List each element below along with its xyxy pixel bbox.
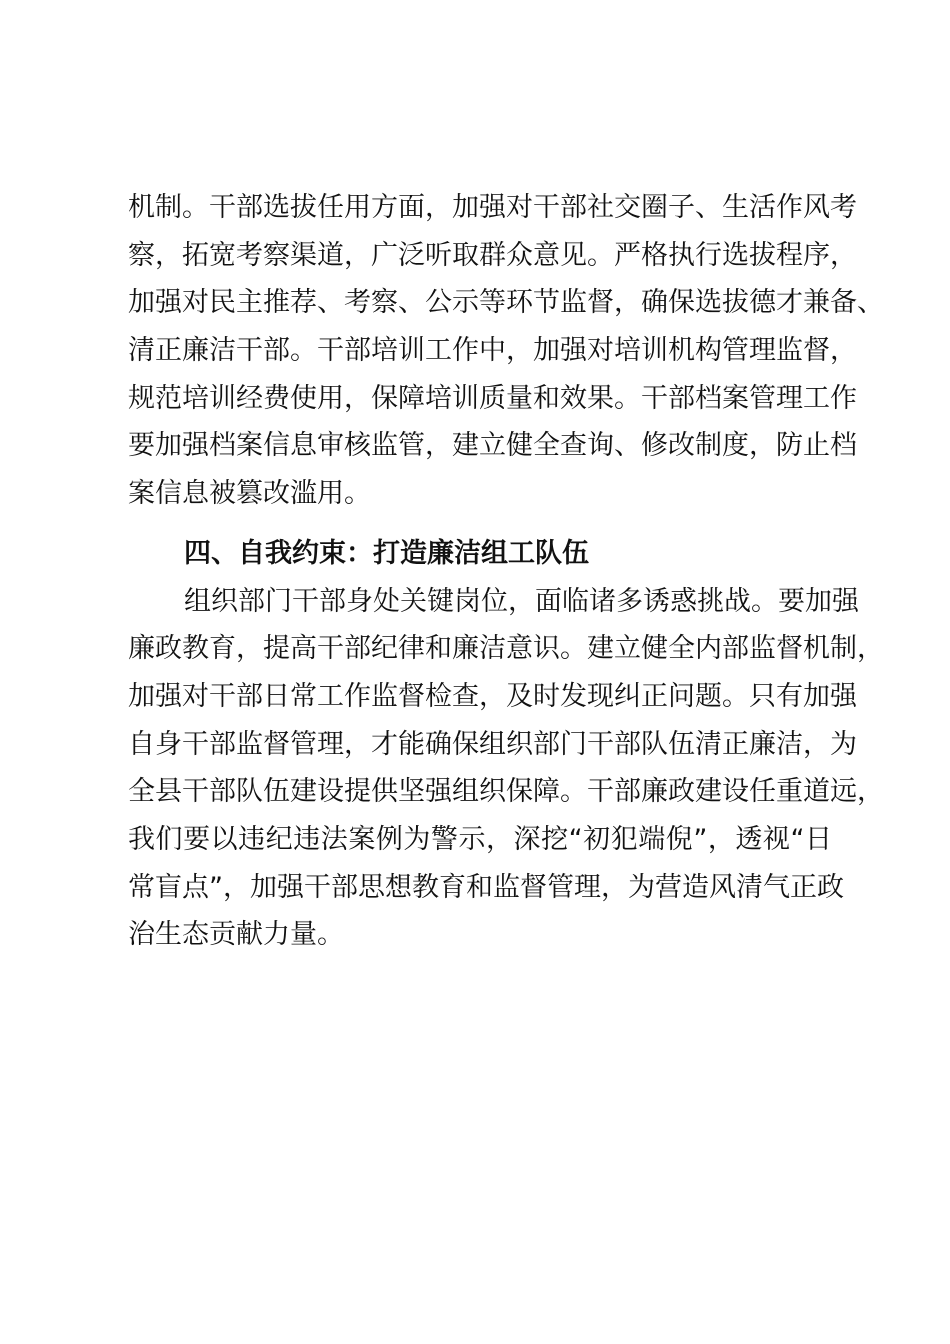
text-line: 察，拓宽考察渠道，广泛听取群众意见。严格执行选拔程序，	[128, 239, 857, 271]
paragraph-self-discipline	[128, 578, 884, 960]
text-line: 加强对干部日常工作监督检查，及时发现纠正问题。只有加强	[128, 680, 857, 712]
document-page	[128, 184, 884, 959]
text-line: 清正廉洁干部。干部培训工作中，加强对培训机构管理监督，	[128, 335, 857, 367]
text-line: 案信息被篡改滥用。	[128, 478, 371, 510]
text-line: 我们要以违纪违法案例为警示，深挖“初犯端倪”，透视“日	[128, 823, 832, 855]
text-line: 组织部门干部身处关键岗位，面临诸多诱惑挑战。要加强	[184, 585, 859, 617]
text-line: 规范培训经费使用，保障培训质量和效果。干部档案管理工作	[128, 382, 857, 414]
text-line: 加强对民主推荐、考察、公示等环节监督，确保选拔德才兼备、	[128, 287, 884, 319]
text-line: 要加强档案信息审核监管，建立健全查询、修改制度，防止档	[128, 430, 857, 462]
text-line: 全县干部队伍建设提供坚强组织保障。干部廉政建设任重道远，	[128, 776, 884, 808]
text-line: 自身干部监督管理，才能确保组织部门干部队伍清正廉洁，为	[128, 728, 857, 760]
text-line: 常盲点”，加强干部思想教育和监督管理，为营造风清气正政	[128, 871, 844, 903]
text-line: 机制。干部选拔任用方面，加强对干部社交圈子、生活作风考	[128, 192, 857, 223]
text-line: 治生态贡献力量。	[128, 919, 344, 951]
paragraph-cadre-supervision	[128, 184, 884, 518]
section-heading: 四、自我约束：打造廉洁组工队伍	[184, 537, 589, 569]
text-line: 廉政教育，提高干部纪律和廉洁意识。建立健全内部监督机制，	[128, 633, 884, 665]
